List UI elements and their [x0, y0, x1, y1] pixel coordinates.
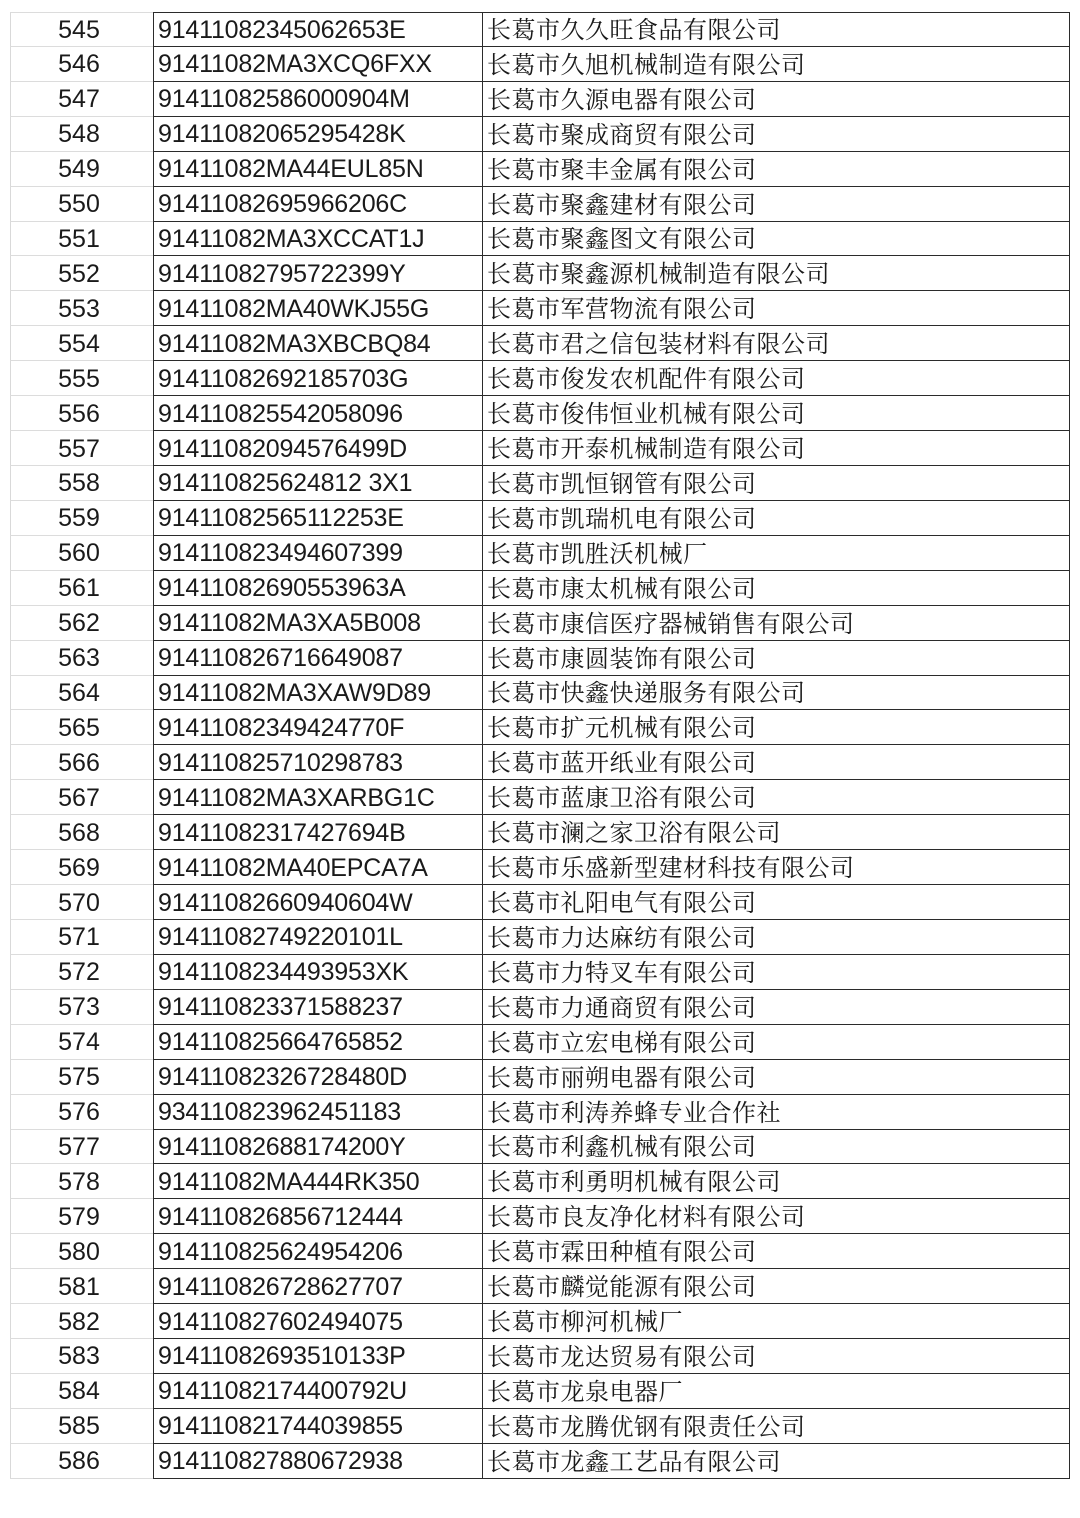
table-row [10, 396, 1070, 431]
table-row [10, 1234, 1070, 1269]
table-row [10, 536, 1070, 571]
table-row [10, 1339, 1070, 1374]
table-row [10, 1060, 1070, 1095]
row-number-cell: 547 [10, 82, 153, 117]
credit-code-cell: 91411082174400792U [153, 1374, 482, 1409]
credit-code-cell: 91411082693510133P [153, 1339, 482, 1374]
table-row [10, 47, 1070, 82]
company-name-cell: 长葛市聚鑫源机械制造有限公司 [482, 256, 1070, 291]
table-row [10, 152, 1070, 187]
company-name-cell: 长葛市聚鑫图文有限公司 [482, 222, 1070, 257]
row-number-cell: 559 [10, 501, 153, 536]
table-row [10, 222, 1070, 257]
row-number-cell: 582 [10, 1304, 153, 1339]
credit-code-cell: 91411082MA40EPCA7A [153, 850, 482, 885]
credit-code-cell: 91411082094576499D [153, 431, 482, 466]
table-row [10, 1130, 1070, 1165]
table-row [10, 1304, 1070, 1339]
company-name-cell: 长葛市龙鑫工艺品有限公司 [482, 1444, 1070, 1479]
credit-code-cell: 914110825710298783 [153, 745, 482, 780]
credit-code-cell: 91411082317427694B [153, 815, 482, 850]
company-name-cell: 长葛市俊发农机配件有限公司 [482, 361, 1070, 396]
credit-code-cell: 914110826728627707 [153, 1269, 482, 1304]
credit-code-cell: 91411082MA40WKJ55G [153, 291, 482, 326]
credit-code-cell: 91411082MA3XAW9D89 [153, 676, 482, 711]
row-number-cell: 577 [10, 1130, 153, 1165]
company-name-cell: 长葛市康圆装饰有限公司 [482, 641, 1070, 676]
table-row [10, 1444, 1070, 1479]
credit-code-cell: 91411082MA3XARBG1C [153, 780, 482, 815]
company-name-cell: 长葛市利鑫机械有限公司 [482, 1130, 1070, 1165]
row-number-cell: 545 [10, 12, 153, 47]
credit-code-cell: 91411082MA3XCQ6FXX [153, 47, 482, 82]
credit-code-cell: 91411082749220101L [153, 920, 482, 955]
row-number-cell: 546 [10, 47, 153, 82]
table-row [10, 291, 1070, 326]
company-name-cell: 长葛市麟觉能源有限公司 [482, 1269, 1070, 1304]
table-row [10, 641, 1070, 676]
company-name-cell: 长葛市凯胜沃机械厂 [482, 536, 1070, 571]
company-name-cell: 长葛市聚鑫建材有限公司 [482, 187, 1070, 222]
table-row [10, 745, 1070, 780]
credit-code-cell: 914110821744039855 [153, 1409, 482, 1444]
row-number-cell: 585 [10, 1409, 153, 1444]
row-number-cell: 564 [10, 676, 153, 711]
credit-code-cell: 934110823962451183 [153, 1095, 482, 1130]
row-number-cell: 554 [10, 326, 153, 361]
company-name-cell: 长葛市立宏电梯有限公司 [482, 1025, 1070, 1060]
row-number-cell: 572 [10, 955, 153, 990]
company-name-cell: 长葛市力特叉车有限公司 [482, 955, 1070, 990]
credit-code-cell: 91411082MA44EUL85N [153, 152, 482, 187]
row-number-cell: 576 [10, 1095, 153, 1130]
row-number-cell: 574 [10, 1025, 153, 1060]
row-number-cell: 566 [10, 745, 153, 780]
company-name-cell: 长葛市柳河机械厂 [482, 1304, 1070, 1339]
table-row [10, 1374, 1070, 1409]
row-number-cell: 551 [10, 222, 153, 257]
table-row [10, 187, 1070, 222]
table-row [10, 815, 1070, 850]
row-number-cell: 569 [10, 850, 153, 885]
company-name-cell: 长葛市龙泉电器厂 [482, 1374, 1070, 1409]
table-row [10, 1409, 1070, 1444]
row-number-cell: 561 [10, 571, 153, 606]
company-name-cell: 长葛市凯恒钢管有限公司 [482, 466, 1070, 501]
credit-code-cell: 914110825664765852 [153, 1025, 482, 1060]
credit-code-cell: 91411082345062653E [153, 12, 482, 47]
row-number-cell: 586 [10, 1444, 153, 1479]
table-row [10, 1199, 1070, 1234]
company-name-cell: 长葛市俊伟恒业机械有限公司 [482, 396, 1070, 431]
row-number-cell: 580 [10, 1234, 153, 1269]
table-row [10, 82, 1070, 117]
row-number-cell: 552 [10, 256, 153, 291]
row-number-cell: 584 [10, 1374, 153, 1409]
row-number-cell: 555 [10, 361, 153, 396]
table-row [10, 501, 1070, 536]
company-name-cell: 长葛市良友净化材料有限公司 [482, 1199, 1070, 1234]
company-name-cell: 长葛市利涛养蜂专业合作社 [482, 1095, 1070, 1130]
company-name-cell: 长葛市蓝康卫浴有限公司 [482, 780, 1070, 815]
table-row [10, 12, 1070, 47]
company-name-cell: 长葛市聚丰金属有限公司 [482, 152, 1070, 187]
credit-code-cell: 91411082692185703G [153, 361, 482, 396]
company-name-cell: 长葛市澜之家卫浴有限公司 [482, 815, 1070, 850]
table-row [10, 1025, 1070, 1060]
credit-code-cell: 914110826716649087 [153, 641, 482, 676]
company-name-cell: 长葛市乐盛新型建材科技有限公司 [482, 850, 1070, 885]
credit-code-cell: 914110827602494075 [153, 1304, 482, 1339]
table-row [10, 920, 1070, 955]
credit-code-cell: 91411082795722399Y [153, 256, 482, 291]
row-number-cell: 568 [10, 815, 153, 850]
company-name-cell: 长葛市力通商贸有限公司 [482, 990, 1070, 1025]
credit-code-cell: 91411082690553963A [153, 571, 482, 606]
company-name-cell: 长葛市久源电器有限公司 [482, 82, 1070, 117]
company-name-cell: 长葛市力达麻纺有限公司 [482, 920, 1070, 955]
company-name-cell: 长葛市久久旺食品有限公司 [482, 12, 1070, 47]
table-row [10, 431, 1070, 466]
row-number-cell: 563 [10, 641, 153, 676]
row-number-cell: 549 [10, 152, 153, 187]
row-number-cell: 573 [10, 990, 153, 1025]
row-number-cell: 558 [10, 466, 153, 501]
company-name-cell: 长葛市久旭机械制造有限公司 [482, 47, 1070, 82]
row-number-cell: 578 [10, 1164, 153, 1199]
company-name-cell: 长葛市龙达贸易有限公司 [482, 1339, 1070, 1374]
row-number-cell: 557 [10, 431, 153, 466]
company-name-cell: 长葛市利勇明机械有限公司 [482, 1164, 1070, 1199]
credit-code-cell: 91411082MA444RK350 [153, 1164, 482, 1199]
company-name-cell: 长葛市康太机械有限公司 [482, 571, 1070, 606]
table-row [10, 676, 1070, 711]
credit-code-cell: 914110825624812 3X1 [153, 466, 482, 501]
row-number-cell: 548 [10, 117, 153, 152]
table-row [10, 1095, 1070, 1130]
row-number-cell: 583 [10, 1339, 153, 1374]
credit-code-cell: 91411082MA3XBCBQ84 [153, 326, 482, 361]
company-registry-table [10, 12, 1070, 1479]
row-number-cell: 581 [10, 1269, 153, 1304]
company-name-cell: 长葛市蓝开纸业有限公司 [482, 745, 1070, 780]
credit-code-cell: 91411082688174200Y [153, 1130, 482, 1165]
table-row [10, 256, 1070, 291]
company-name-cell: 长葛市凯瑞机电有限公司 [482, 501, 1070, 536]
table-row [10, 710, 1070, 745]
row-number-cell: 567 [10, 780, 153, 815]
credit-code-cell: 91411082MA3XA5B008 [153, 606, 482, 641]
credit-code-cell: 914110823494607399 [153, 536, 482, 571]
company-name-cell: 长葛市丽朔电器有限公司 [482, 1060, 1070, 1095]
table-row [10, 850, 1070, 885]
credit-code-cell: 91411082695966206C [153, 187, 482, 222]
row-number-cell: 565 [10, 710, 153, 745]
credit-code-cell: 914110823371588237 [153, 990, 482, 1025]
table-row [10, 885, 1070, 920]
company-name-cell: 长葛市开泰机械制造有限公司 [482, 431, 1070, 466]
credit-code-cell: 91411082065295428K [153, 117, 482, 152]
credit-code-cell: 914110825542058096 [153, 396, 482, 431]
credit-code-cell: 91411082565112253E [153, 501, 482, 536]
table-row [10, 606, 1070, 641]
credit-code-cell: 91411082326728480D [153, 1060, 482, 1095]
row-number-cell: 571 [10, 920, 153, 955]
company-name-cell: 长葛市礼阳电气有限公司 [482, 885, 1070, 920]
credit-code-cell: 91411082349424770F [153, 710, 482, 745]
row-number-cell: 562 [10, 606, 153, 641]
company-name-cell: 长葛市龙腾优钢有限责任公司 [482, 1409, 1070, 1444]
company-name-cell: 长葛市扩元机械有限公司 [482, 710, 1070, 745]
table-row [10, 1164, 1070, 1199]
table-row [10, 466, 1070, 501]
company-name-cell: 长葛市聚成商贸有限公司 [482, 117, 1070, 152]
row-number-cell: 579 [10, 1199, 153, 1234]
table-row [10, 326, 1070, 361]
table-row [10, 780, 1070, 815]
credit-code-cell: 9141108234493953XK [153, 955, 482, 990]
table-row [10, 117, 1070, 152]
row-number-cell: 575 [10, 1060, 153, 1095]
credit-code-cell: 914110827880672938 [153, 1444, 482, 1479]
table-row [10, 955, 1070, 990]
credit-code-cell: 91411082660940604W [153, 885, 482, 920]
company-name-cell: 长葛市军营物流有限公司 [482, 291, 1070, 326]
credit-code-cell: 914110826856712444 [153, 1199, 482, 1234]
company-name-cell: 长葛市君之信包装材料有限公司 [482, 326, 1070, 361]
credit-code-cell: 91411082MA3XCCAT1J [153, 222, 482, 257]
company-name-cell: 长葛市快鑫快递服务有限公司 [482, 676, 1070, 711]
table-row [10, 571, 1070, 606]
credit-code-cell: 914110825624954206 [153, 1234, 482, 1269]
table-row [10, 1269, 1070, 1304]
table-row [10, 361, 1070, 396]
row-number-cell: 550 [10, 187, 153, 222]
row-number-cell: 556 [10, 396, 153, 431]
company-name-cell: 长葛市康信医疗器械销售有限公司 [482, 606, 1070, 641]
row-number-cell: 570 [10, 885, 153, 920]
company-name-cell: 长葛市霖田种植有限公司 [482, 1234, 1070, 1269]
row-number-cell: 553 [10, 291, 153, 326]
row-number-cell: 560 [10, 536, 153, 571]
table-row [10, 990, 1070, 1025]
credit-code-cell: 91411082586000904M [153, 82, 482, 117]
